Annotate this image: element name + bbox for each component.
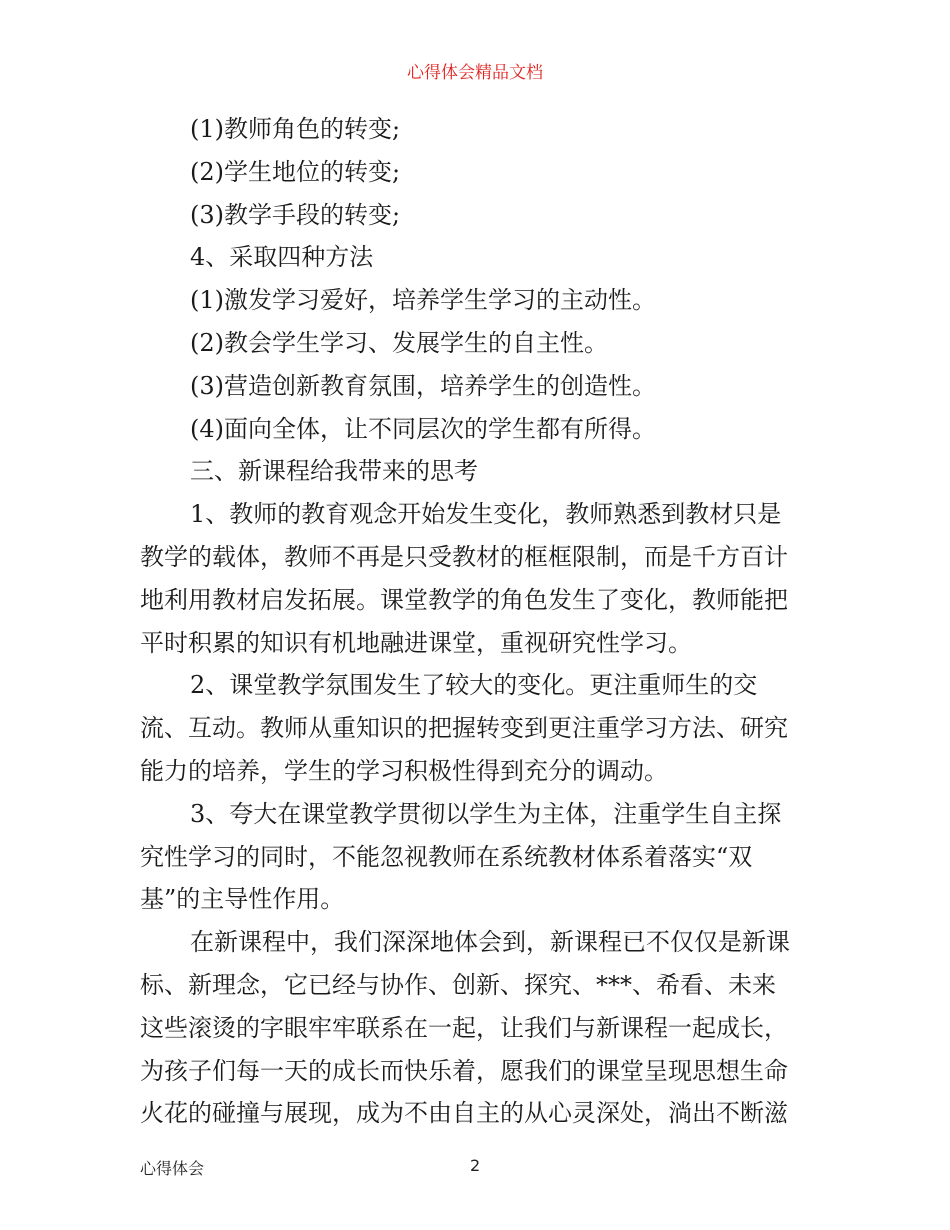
paragraph-line: (2)学生地位的转变;	[190, 157, 401, 186]
paragraph-line: 火花的碰撞与展现，成为不由自主的从心灵深处，淌出不断滋	[140, 1099, 788, 1128]
document-body	[140, 108, 816, 1135]
paragraph-line: (4)面向全体，让不同层次的学生都有所得。	[190, 414, 656, 443]
paragraph-line: (1)教师角色的转变;	[190, 115, 401, 143]
paragraph-line: 基”的主导性作用。	[140, 885, 345, 914]
page-header-title: 心得体会精品文档	[407, 63, 543, 83]
paragraph-line: 这些滚烫的字眼牢牢联系在一起，让我们与新课程一起成长，	[140, 1013, 788, 1042]
paragraph-line: 能力的培养，学生的学习积极性得到充分的调动。	[140, 756, 668, 785]
paragraph-line: 标、新理念，它已经与协作、创新、探究、***、希看、未来	[140, 970, 776, 999]
paragraph-line: 地利用教材启发拓展。课堂教学的角色发生了变化，教师能把	[140, 585, 788, 614]
paragraph-line: 2、课堂教学氛围发生了较大的变化。更注重师生的交	[190, 671, 758, 700]
paragraph-line: 在新课程中，我们深深地体会到，新课程已不仅仅是新课	[190, 928, 790, 957]
paragraph-line: 为孩子们每一天的成长而快乐着，愿我们的课堂呈现思想生命	[140, 1056, 788, 1085]
paragraph-line: (3)营造创新教育氛围，培养学生的创造性。	[190, 371, 656, 400]
paragraph-line: 1、教师的教育观念开始发生变化，教师熟悉到教材只是	[190, 500, 782, 529]
paragraph-line: 究性学习的同时，不能忽视教师在系统教材体系着落实“双	[140, 842, 753, 871]
section-heading: 4、采取四种方法	[190, 243, 374, 272]
paragraph-line: (2)教会学生学习、发展学生的自主性。	[190, 328, 608, 357]
paragraph-line: (1)激发学习爱好，培养学生学习的主动性。	[190, 286, 656, 315]
page-footer-label: 心得体会	[140, 1159, 205, 1178]
paragraph-line: 流、互动。教师从重知识的把握转变到更注重学习方法、研究	[140, 714, 788, 743]
paragraph-line: 3、夸大在课堂教学贯彻以学生为主体，注重学生自主探	[190, 799, 782, 828]
paragraph-line: (3)教学手段的转变;	[190, 200, 401, 229]
section-heading: 三、新课程给我带来的思考	[190, 457, 478, 486]
page-number: 2	[470, 1156, 481, 1175]
paragraph-line: 教学的载体，教师不再是只受教材的框框限制，而是千方百计	[140, 542, 788, 571]
paragraph-line: 平时积累的知识有机地融进课堂，重视研究性学习。	[140, 628, 692, 657]
